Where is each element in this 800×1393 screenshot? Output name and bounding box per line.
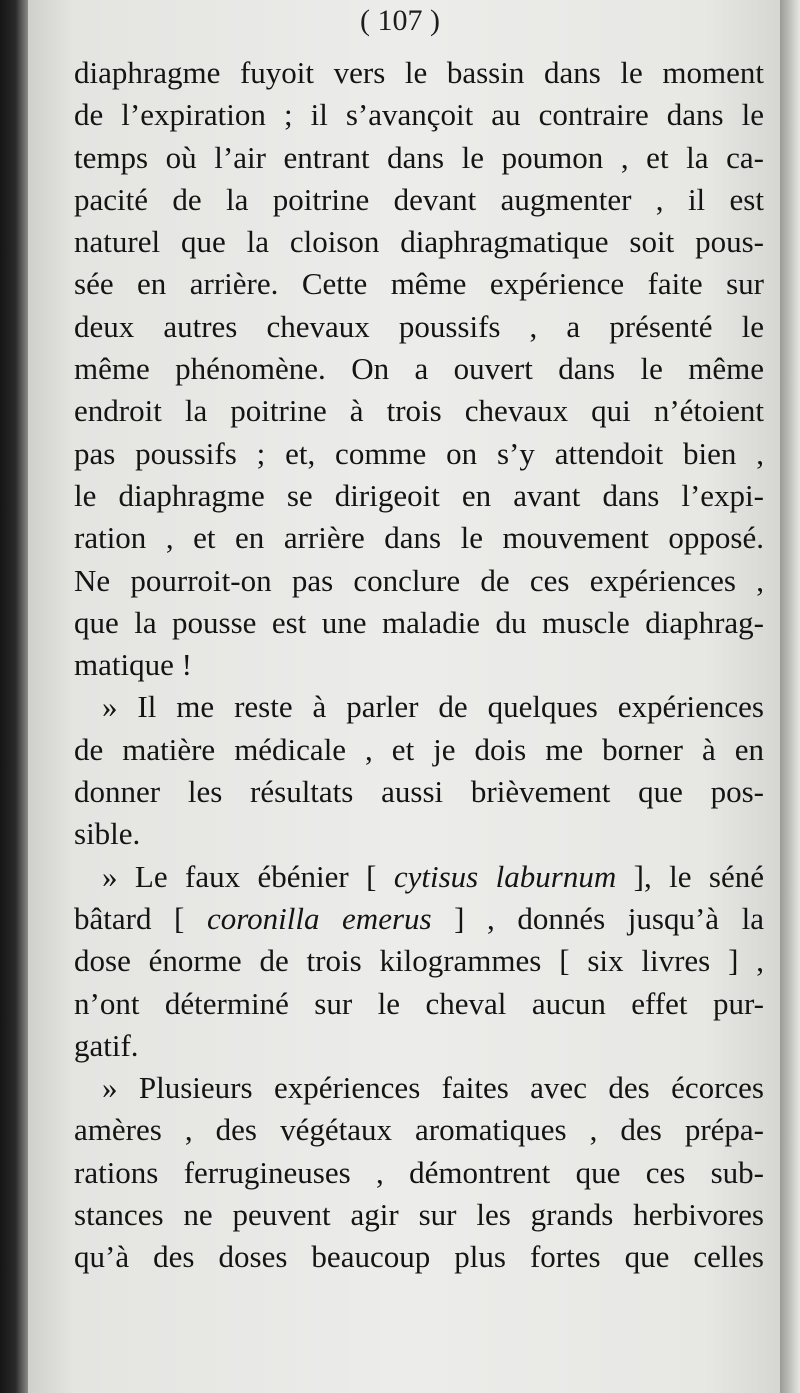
text-line: le diaphragme se dirigeoit en avant dans l’expi- [74,477,764,513]
text-line: même phénomène. On a ouvert dans le même [74,351,764,387]
text-line: que la pousse est une maladie du muscle diaphrag- [74,604,764,640]
text-line: deux autres chevaux poussifs , a présenté le [74,308,764,344]
text-line: pacité de la poitrine devant augmenter , il est [74,181,764,217]
text-line: endroit la poitrine à trois chevaux qui n’étoient [74,393,764,429]
text-line: dose énorme de trois kilogrammes [ six livres ] , [74,943,764,979]
italic-latin-name: cytisus laburnum [393,858,617,894]
text-line: qu’à des doses beaucoup plus fortes que celles [74,1239,764,1275]
text-line: temps où l’air entrant dans le poumon , et la ca- [74,139,764,175]
text-line: sée en arrière. Cette même expérience faite sur [74,266,764,302]
text-segment: ], le séné [616,858,764,894]
text-line-laburnum [74,856,764,898]
text-line: gatif. [74,1027,139,1063]
text-line: stances ne peuvent agir sur les grands herbivores [74,1197,764,1233]
text-line: matique ! [74,647,192,683]
text-line: pas poussifs ; et, comme on s’y attendoit bien , [74,435,764,471]
text-line: sible. [74,816,141,852]
text-line: ration , et en arrière dans le mouvement opposé. [74,520,764,556]
page-number: ( 107 ) [360,4,440,37]
text-line: donner les résultats aussi brièvement que pos- [74,774,764,810]
text-line: diaphragme fuyoit vers le bassin dans le moment [74,55,764,90]
text-line: » Il me reste à parler de quelques expériences [102,689,764,725]
text-line-coronilla [74,898,764,940]
italic-latin-name: coronilla emerus [206,900,432,936]
text-segment: bâtard [ [74,900,207,936]
text-segment: » Le faux ébénier [ [102,858,394,894]
text-line: naturel que la cloison diaphragmatique soit pous- [74,224,764,260]
text-line: de matière médicale , et je dois me borner à en [74,731,764,767]
book-spine-shadow [0,0,28,1393]
text-line: » Plusieurs expériences faites avec des écorces [102,1070,764,1106]
body-text [74,52,764,1279]
text-segment: ] , donnés jusqu’à la [431,900,765,936]
text-line: amères , des végétaux aromatiques , des prépa- [74,1112,764,1148]
page-edge [780,0,800,1393]
text-line: n’ont déterminé sur le cheval aucun effet pur- [74,985,764,1021]
text-line: Ne pourroit-on pas conclure de ces expériences , [74,562,764,598]
text-line: de l’expiration ; il s’avançoit au contraire dans le [74,97,764,133]
text-line: rations ferrugineuses , démontrent que ces sub- [74,1154,764,1190]
